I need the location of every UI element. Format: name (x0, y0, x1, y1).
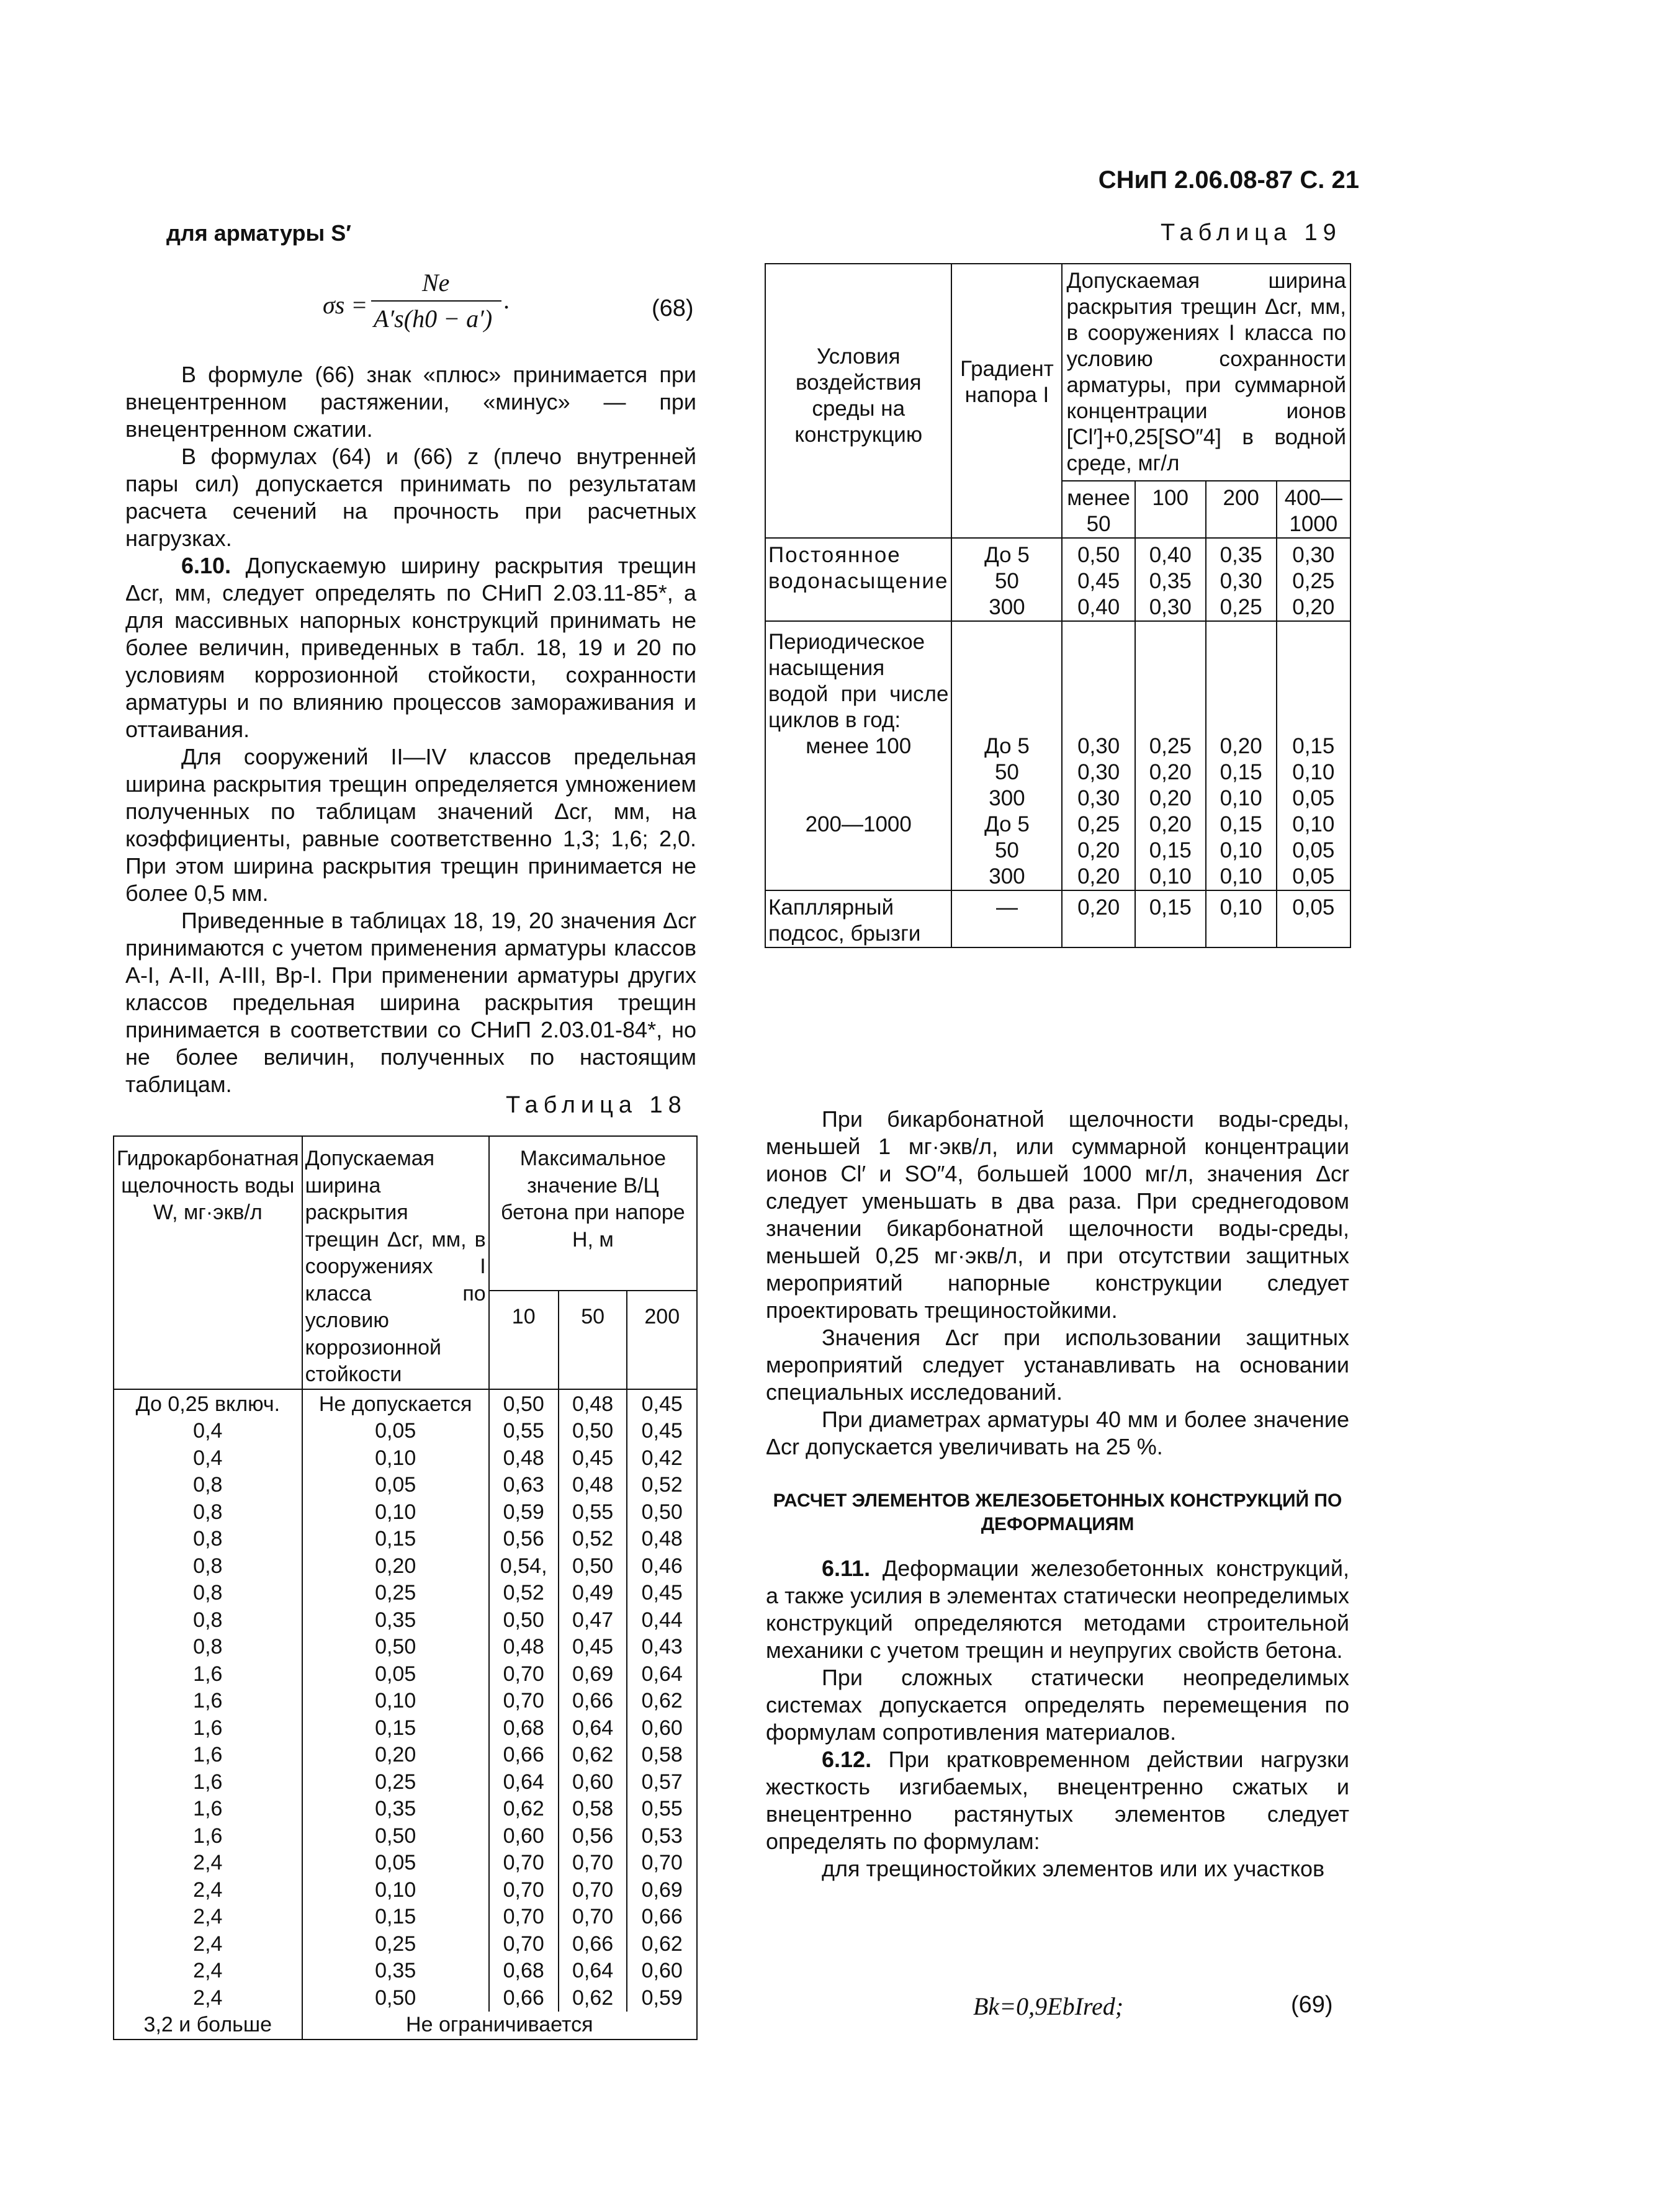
table-cell: 0,44 (627, 1607, 697, 1634)
table-18-header-wc-ratio: Максимальное значение В/Ц бетона при напоре H, м (489, 1136, 697, 1291)
paragraph: В формуле (66) знак «плюс» принимается при внецентренном растяжении, «минус» — при внецентренном сжатии. (125, 362, 696, 442)
paragraph: При сложных статически неопределимых системах допускается определять перемещения по формулам сопротивления материалов. (766, 1665, 1349, 1745)
table-cell: 0,45 (559, 1445, 627, 1472)
table-cell: 0,69 (627, 1877, 697, 1904)
table-cell: 0,50 (302, 1823, 489, 1850)
table-18-last-row (114, 2012, 697, 2040)
table-19-header-gradient: Градиент напора I (951, 264, 1062, 538)
table-cell: 0,70 (489, 1877, 559, 1904)
table-cell: 2,4 (114, 1904, 302, 1931)
table-18 (113, 1135, 698, 2040)
table-cell: 0,15 (302, 1526, 489, 1553)
table-18-subheader: 50 (559, 1291, 627, 1389)
table-cell: 0,56 (559, 1823, 627, 1850)
table-cell: 0,52 (559, 1526, 627, 1553)
table-cell: 0,10 (302, 1499, 489, 1526)
table-18-row (114, 1985, 697, 2012)
table-19-row-capillary (765, 890, 1350, 947)
table-cell: 0,8 (114, 1526, 302, 1553)
table-18-row (114, 1877, 697, 1904)
running-head: СНиП 2.06.08-87 С. 21 (1098, 166, 1359, 194)
table-cell: 2,4 (114, 1850, 302, 1877)
formula-69-number: (69) (1291, 1992, 1333, 2018)
table-19-row-200-1000 (765, 812, 1350, 890)
table-18-row (114, 1389, 697, 1418)
fraction-bar (371, 300, 501, 302)
table-cell: 0,35 (302, 1958, 489, 1985)
table-cell: 0,60 (627, 1715, 697, 1742)
intro-text (166, 220, 351, 247)
table-cell: 0,70 (559, 1904, 627, 1931)
table-cell: 0,20 (302, 1553, 489, 1580)
table-cell: 0,69 (559, 1661, 627, 1688)
table-cell: 0,15 0,10 0,10 (1206, 812, 1277, 890)
clause-number: 6.11. (822, 1556, 871, 1581)
table-cell: 0,66 (559, 1688, 627, 1715)
table-cell: 0,60 (559, 1769, 627, 1796)
table-cell: 0,70 (489, 1931, 559, 1958)
table-18-row (114, 1796, 697, 1823)
table-cell: 0,45 (627, 1418, 697, 1445)
formula-68-denominator: A′s(h0 − a′) (374, 305, 493, 333)
table-cell: 0,62 (627, 1688, 697, 1715)
table-cell: Не ограничивается (302, 2012, 697, 2040)
table-cell: 0,60 (489, 1823, 559, 1850)
table-cell: 0,30 0,25 0,20 (1277, 538, 1350, 621)
table-18-row (114, 1958, 697, 1985)
table-18-row (114, 1850, 697, 1877)
table-cell: 0,52 (489, 1580, 559, 1607)
table-cell: 0,70 (559, 1850, 627, 1877)
table-cell: 0,43 (627, 1634, 697, 1661)
table-cell: До 5 50 300 (951, 733, 1062, 812)
table-19-row-constant (765, 538, 1350, 621)
table-cell: 0,05 (302, 1661, 489, 1688)
paragraph: При диаметрах арматуры 40 мм и более значение Δcr допускается увеличивать на 25 %. (766, 1407, 1349, 1459)
table-cell: 0,20 0,15 0,10 (1135, 812, 1206, 890)
table-cell: 0,60 (627, 1958, 697, 1985)
table-cell: 3,2 и больше (114, 2012, 302, 2040)
table-cell: 0,10 (1206, 890, 1277, 947)
paragraph: Значения Δcr при использовании защитных мероприятий следует устанавливать на основании специальных исследований. (766, 1325, 1349, 1405)
table-cell: 0,57 (627, 1769, 697, 1796)
paragraph: При бикарбонатной щелочности воды-среды, меньшей 1 мг·экв/л, или суммарной концентрации ионов Cl′ и SO″4, большей 1000 мг/л, значения Δcr следует уменьшать в два раза. При среднегодовом значении бикарбонатной щелочности воды-среды, меньшей 0,25 мг·экв/л, и при отсутствии защитных мероприятий напорные конструкции следует проектировать трещиностойкими. (766, 1106, 1349, 1323)
table-cell: 0,45 (627, 1580, 697, 1607)
table-cell: 0,50 (627, 1499, 697, 1526)
table-cell: 0,50 (302, 1985, 489, 2012)
table-cell: 0,55 (559, 1499, 627, 1526)
table-cell: 0,70 (489, 1904, 559, 1931)
table-cell: 1,6 (114, 1823, 302, 1850)
table-cell: 0,25 (302, 1769, 489, 1796)
table-18-row (114, 1553, 697, 1580)
table-cell: 0,25 (302, 1580, 489, 1607)
table-cell: 0,53 (627, 1823, 697, 1850)
clause-text: Деформации железобетонных конструкций, а также усилия в элементах статически неопределимых конструкций определяются методами строительной механики с учетом трещин и неупругих свойств бетона. (766, 1556, 1349, 1663)
paragraph-6-12 (766, 1746, 1349, 1855)
table-cell: 0,48 (559, 1472, 627, 1499)
table-cell: До 5 50 300 (951, 538, 1062, 621)
table-cell: 0,56 (489, 1526, 559, 1553)
table-cell: До 5 50 300 (951, 812, 1062, 890)
table-cell: 2,4 (114, 1985, 302, 2012)
table-cell: 2,4 (114, 1958, 302, 1985)
table-cell: 0,10 0,05 0,05 (1277, 812, 1350, 890)
table-18-row (114, 1445, 697, 1472)
table-cell: 0,05 (302, 1472, 489, 1499)
table-cell: 2,4 (114, 1931, 302, 1958)
table-19-caption: Таблица 19 (1161, 220, 1342, 246)
table-cell: 1,6 (114, 1715, 302, 1742)
table-cell: 0,05 (1277, 890, 1350, 947)
table-cell (765, 538, 951, 621)
table-cell: 0,55 (627, 1796, 697, 1823)
table-cell: 0,05 (302, 1418, 489, 1445)
table-18-row (114, 1526, 697, 1553)
table-cell: 0,8 (114, 1607, 302, 1634)
table-cell: 1,6 (114, 1769, 302, 1796)
table-cell: 0,15 0,10 0,05 (1277, 733, 1350, 812)
table-cell: 0,64 (559, 1958, 627, 1985)
table-cell: 0,66 (489, 1985, 559, 2012)
table-cell: 2,4 (114, 1877, 302, 1904)
table-18-row (114, 1688, 697, 1715)
table-cell: 0,45 (559, 1634, 627, 1661)
table-cell: 1,6 (114, 1661, 302, 1688)
table-cell (1135, 621, 1206, 733)
table-cell: 0,15 (1135, 890, 1206, 947)
table-cell: 0,63 (489, 1472, 559, 1499)
table-19-row-periodic (765, 621, 1350, 733)
table-cell: 200—1000 (765, 812, 951, 890)
intro-text-content: для арматуры S′ (166, 220, 351, 246)
table-cell: 0,25 0,20 0,20 (1135, 733, 1206, 812)
table-cell: 0,40 0,35 0,30 (1135, 538, 1206, 621)
table-cell: 0,64 (559, 1715, 627, 1742)
table-cell (1062, 621, 1135, 733)
formula-68-numerator: Ne (422, 269, 450, 297)
table-18-caption: Таблица 18 (506, 1092, 687, 1118)
table-18-row (114, 1634, 697, 1661)
table-cell (951, 621, 1062, 733)
table-18-row (114, 1472, 697, 1499)
section-title: РАСЧЕТ ЭЛЕМЕНТОВ ЖЕЛЕЗОБЕТОННЫХ КОНСТРУКЦИЙ ПО ДЕФОРМАЦИЯМ (773, 1490, 1342, 1534)
table-18-subheader: 10 (489, 1291, 559, 1389)
table-cell: 0,8 (114, 1634, 302, 1661)
paragraph: Для сооружений II—IV классов предельная ширина раскрытия трещин определяется умножением полученных по таблицам значений Δcr, мм, на коэффициенты, равные соответственно 1,3; 1,6; 2,0. При этом ширина раскрытия трещин принимается не более 0,5 мм. (125, 744, 696, 906)
table-cell: 0,10 (302, 1445, 489, 1472)
table-cell: 0,62 (559, 1985, 627, 2012)
table-18-row (114, 1823, 697, 1850)
table-cell: 0,8 (114, 1499, 302, 1526)
table-cell: 0,58 (627, 1742, 697, 1769)
condition-label: Капллярный подсос, брызги (768, 895, 921, 946)
table-cell: 1,6 (114, 1742, 302, 1769)
table-cell: 0,50 (302, 1634, 489, 1661)
table-cell: 0,47 (559, 1607, 627, 1634)
table-cell: 0,62 (489, 1796, 559, 1823)
table-cell: 0,52 (627, 1472, 697, 1499)
table-18-subheader: 200 (627, 1291, 697, 1389)
table-cell (765, 890, 951, 947)
table-cell: 0,8 (114, 1580, 302, 1607)
table-cell: 0,58 (559, 1796, 627, 1823)
table-cell: 0,62 (559, 1742, 627, 1769)
table-cell: 0,48 (627, 1526, 697, 1553)
table-cell: 1,6 (114, 1796, 302, 1823)
table-cell: 0,20 (302, 1742, 489, 1769)
table-cell: 1,6 (114, 1688, 302, 1715)
table-cell: Не допускается (302, 1389, 489, 1418)
table-18-row (114, 1661, 697, 1688)
table-cell: 0,59 (489, 1499, 559, 1526)
formula-68-number: (68) (652, 295, 694, 321)
table-cell: 0,10 (302, 1688, 489, 1715)
table-cell: 0,20 (1062, 890, 1135, 947)
left-text-block (125, 361, 696, 1098)
table-cell: 0,66 (489, 1742, 559, 1769)
table-cell: 0,48 (489, 1445, 559, 1472)
formula-68-lhs: σs = (323, 291, 368, 319)
table-19-row-lt100 (765, 733, 1350, 812)
table-cell: 0,45 (627, 1389, 697, 1418)
table-19-subheader: менее 50 (1062, 481, 1135, 538)
table-18-row (114, 1499, 697, 1526)
table-cell: 0,49 (559, 1580, 627, 1607)
table-cell: 0,48 (559, 1389, 627, 1418)
table-cell: 0,35 (302, 1607, 489, 1634)
table-cell: 0,4 (114, 1418, 302, 1445)
table-cell: 0,70 (559, 1877, 627, 1904)
table-cell: 0,50 (489, 1389, 559, 1418)
table-cell: 0,68 (489, 1958, 559, 1985)
paragraph: В формулах (64) и (66) z (плечо внутренней пары сил) допускается принимать по результатам расчета сечений на прочность при расчетных нагрузках. (125, 444, 696, 551)
clause-number: 6.10. (181, 553, 231, 578)
table-cell: — (951, 890, 1062, 947)
paragraph: Приведенные в таблицах 18, 19, 20 значения Δcr принимаются с учетом применения арматуры классов А-I, А-II, А-III, Вр-I. При применении арматуры других классов предельная ширина раскрытия трещин принимается в соответствии со СНиП 2.03.01-84*, но не более величин, полученных по настоящим таблицам. (125, 908, 696, 1097)
table-cell: 0,70 (489, 1661, 559, 1688)
table-18-row (114, 1580, 697, 1607)
table-cell: 0,59 (627, 1985, 697, 2012)
table-cell: 0,8 (114, 1553, 302, 1580)
formula-68-period: . (504, 286, 510, 314)
table-cell (1206, 621, 1277, 733)
table-18-header-crack-width: Допускаемая ширина раскрытия трещин Δcr, мм, в сооружениях I класса по условию коррозионной стойкости (302, 1136, 489, 1389)
table-cell: 0,50 (559, 1418, 627, 1445)
table-18-row (114, 1418, 697, 1445)
paragraph-6-11 (766, 1555, 1349, 1664)
table-cell: 0,20 0,15 0,10 (1206, 733, 1277, 812)
formula-69: Bk=0,9EbIred; (973, 1992, 1124, 2020)
table-19-subheader: 400—1000 (1277, 481, 1350, 538)
table-18-row (114, 1715, 697, 1742)
table-cell: 0,42 (627, 1445, 697, 1472)
table-18-row (114, 1904, 697, 1931)
table-cell: 0,10 (302, 1877, 489, 1904)
table-cell (1277, 621, 1350, 733)
table-cell: 0,70 (627, 1850, 697, 1877)
table-cell: 0,48 (489, 1634, 559, 1661)
table-cell: 0,05 (302, 1850, 489, 1877)
table-cell: 0,68 (489, 1715, 559, 1742)
table-cell: До 0,25 включ. (114, 1389, 302, 1418)
table-cell: 0,4 (114, 1445, 302, 1472)
table-cell: 0,15 (302, 1715, 489, 1742)
table-19-header-conditions: Условия воздействия среды на конструкцию (765, 264, 951, 538)
table-cell: 0,30 0,30 0,30 (1062, 733, 1135, 812)
table-18-row (114, 1742, 697, 1769)
right-text-block (766, 1106, 1349, 1883)
table-cell: 0,35 (302, 1796, 489, 1823)
table-cell: 0,54, (489, 1553, 559, 1580)
table-cell: 0,46 (627, 1553, 697, 1580)
table-cell: 0,62 (627, 1931, 697, 1958)
clause-text: Допускаемую ширину раскрытия трещин Δcr, мм, следует определять по СНиП 2.03.11-85*, а для массивных напорных конструкций принимать не более величин, приведенных в табл. 18, 19 и 20 по условиям коррозионной стойкости, сохранности арматуры и по влиянию процессов замораживания и оттаивания. (125, 553, 696, 742)
table-18-header-alkalinity: Гидрокарбонатная щелочность воды W, мг·экв/л (114, 1136, 302, 1389)
table-19 (765, 263, 1351, 948)
table-cell: 0,64 (627, 1661, 697, 1688)
table-18-row (114, 1931, 697, 1958)
table-cell: 0,25 (302, 1931, 489, 1958)
table-cell: менее 100 (765, 733, 951, 812)
table-cell: 0,70 (489, 1850, 559, 1877)
table-19-subheader: 200 (1206, 481, 1277, 538)
clause-number: 6.12. (822, 1747, 872, 1772)
paragraph-6-10 (125, 552, 696, 743)
table-18-row (114, 1607, 697, 1634)
condition-label: Постоянное водонасыщение (768, 543, 949, 593)
table-cell: 0,50 (489, 1607, 559, 1634)
table-cell: 0,15 (302, 1904, 489, 1931)
table-cell: 0,50 (559, 1553, 627, 1580)
table-cell: 0,55 (489, 1418, 559, 1445)
table-19-header-crack-width: Допускаемая ширина раскрытия трещин Δcr, мм, в сооружениях I класса по условию сохранности арматуры, при суммарной концентрации ионов [Cl′]+0,25[SO″4] в водной среде, мг/л (1062, 264, 1350, 481)
table-cell: 0,50 0,45 0,40 (1062, 538, 1135, 621)
table-18-row (114, 1769, 697, 1796)
paragraph: для трещиностойких элементов или их участков (822, 1856, 1325, 1881)
table-cell: 0,25 0,20 0,20 (1062, 812, 1135, 890)
table-cell: 0,70 (489, 1688, 559, 1715)
clause-text: При кратковременном действии нагрузки жесткость изгибаемых, внецентренно сжатых и внецентренно растянутых элементов следует определять по формулам: (766, 1747, 1349, 1854)
table-19-subheader: 100 (1135, 481, 1206, 538)
table-cell: 0,66 (559, 1931, 627, 1958)
table-cell: 0,66 (627, 1904, 697, 1931)
table-cell: Периодическое насыщения водой при числе циклов в год: (765, 621, 951, 733)
table-cell: 0,8 (114, 1472, 302, 1499)
table-cell: 0,35 0,30 0,25 (1206, 538, 1277, 621)
table-cell: 0,64 (489, 1769, 559, 1796)
